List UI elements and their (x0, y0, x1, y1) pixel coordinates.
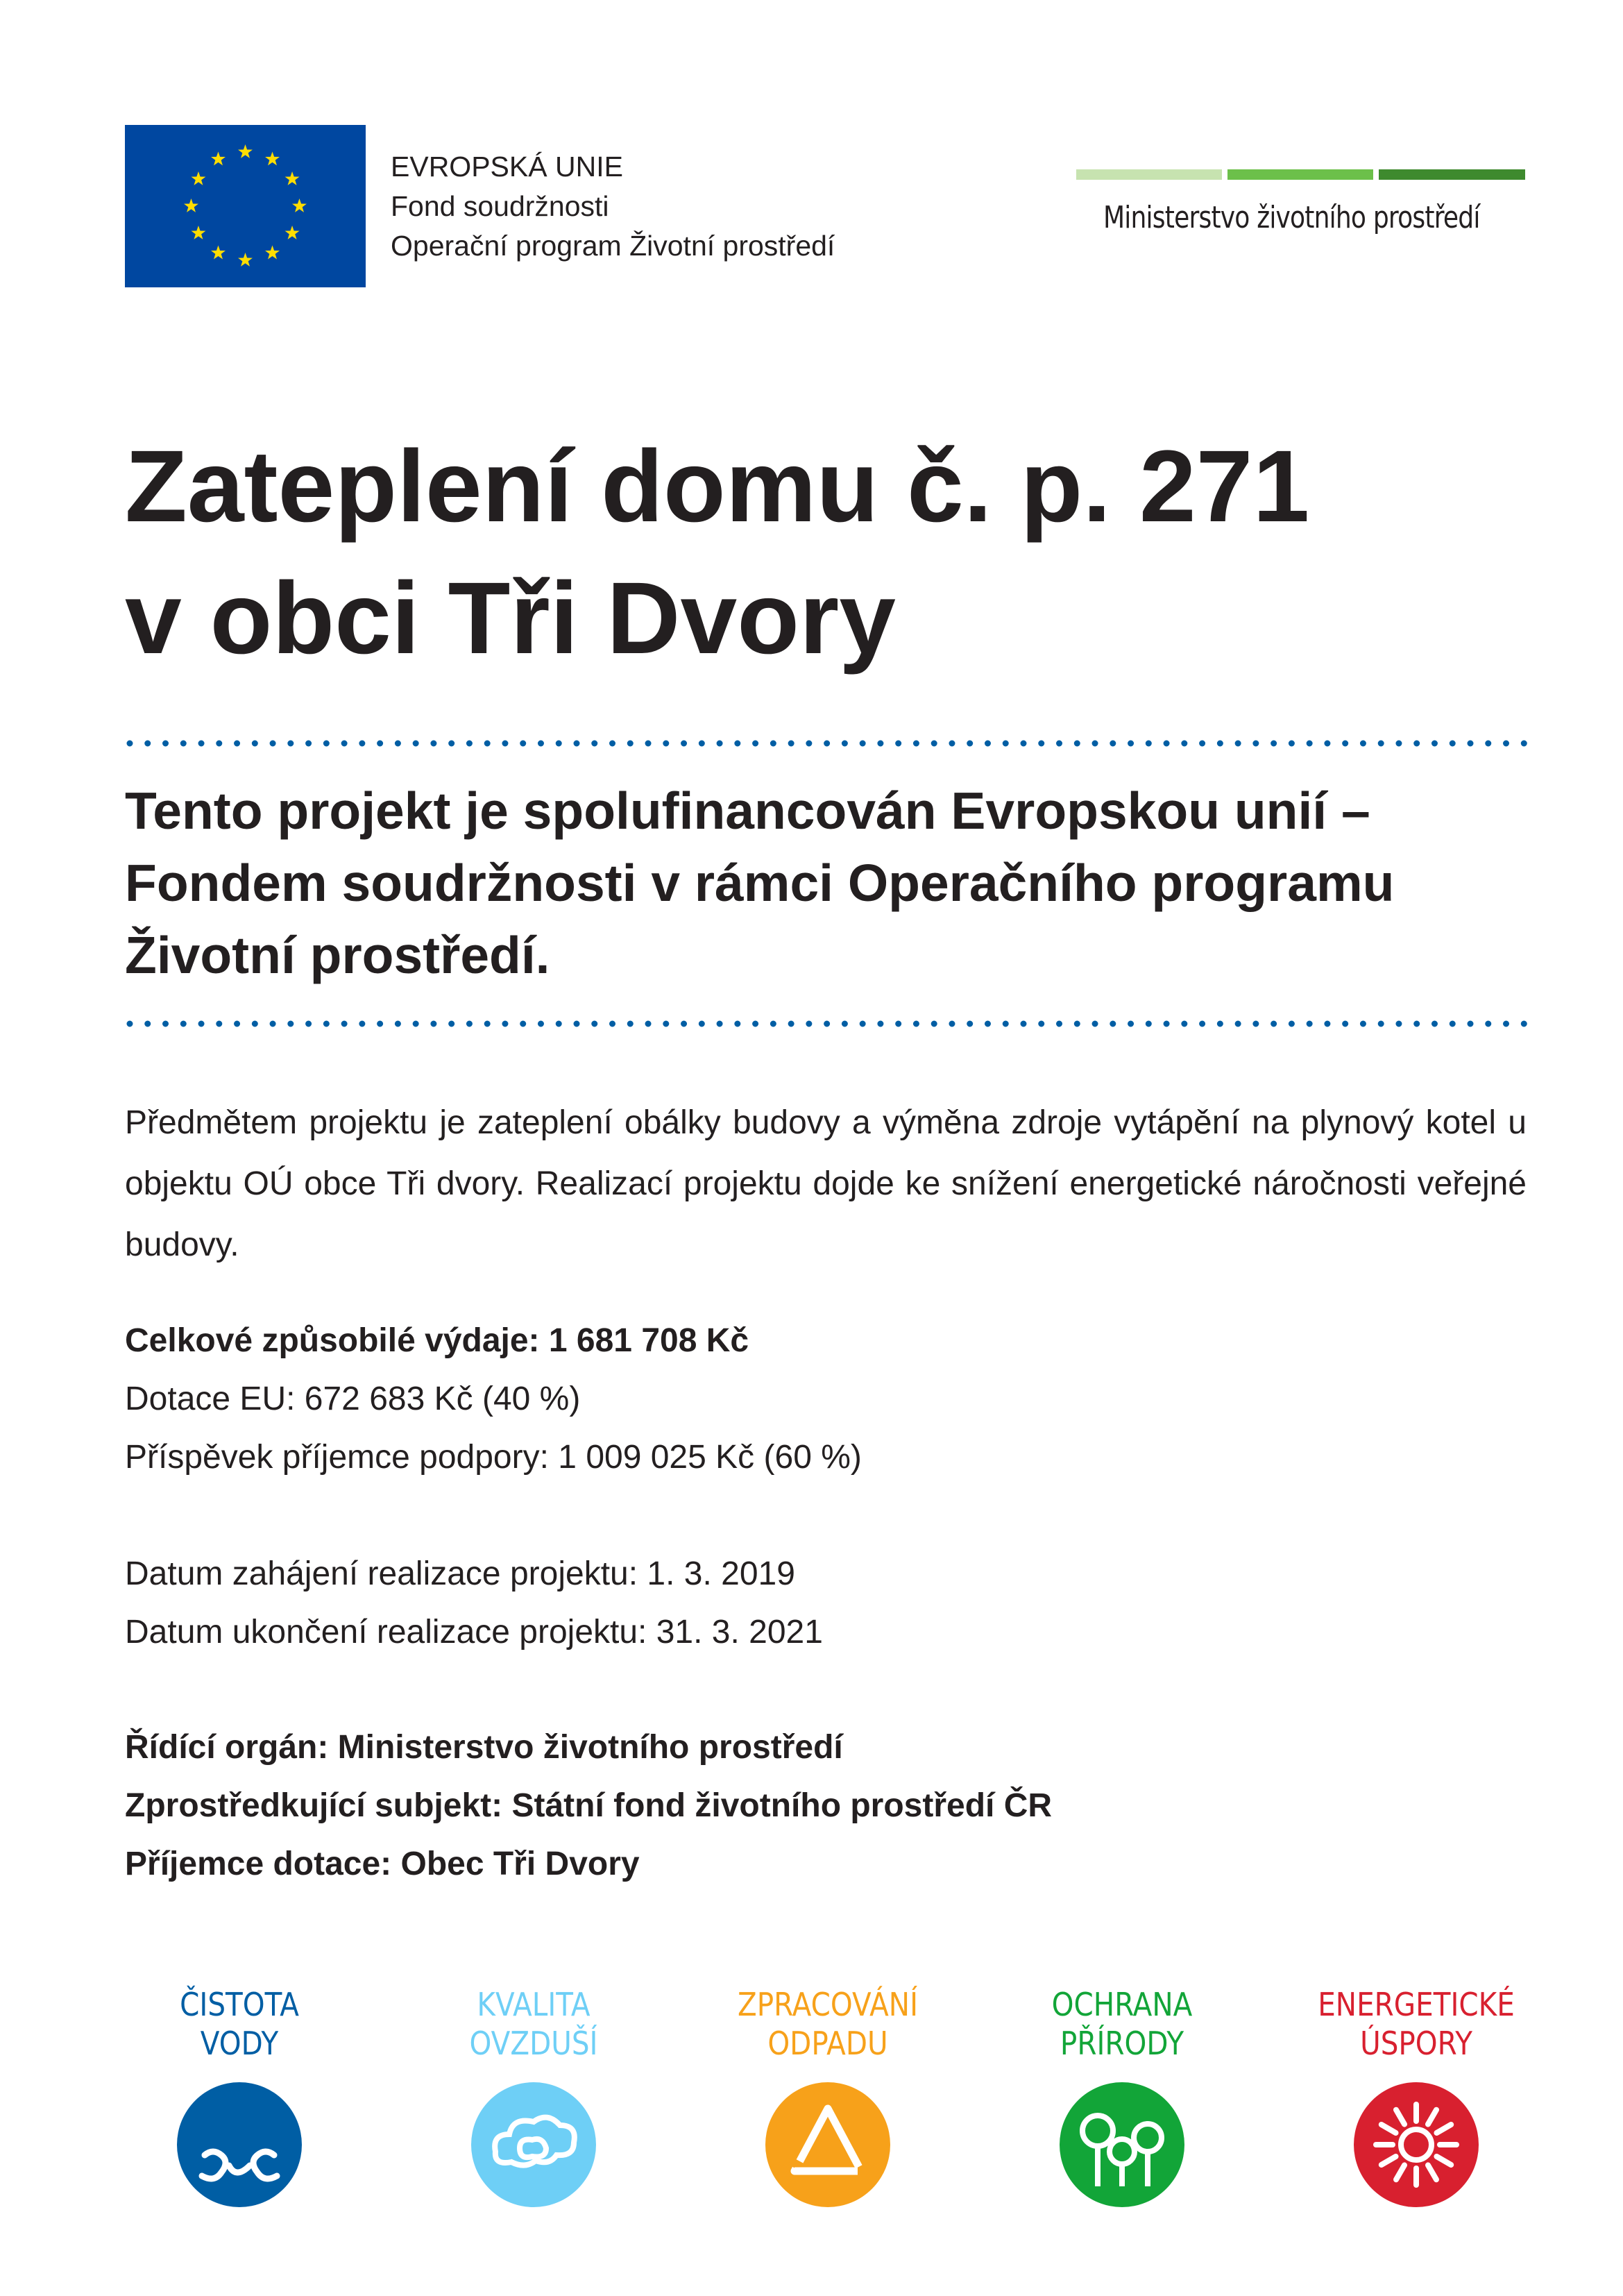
dotted-divider-top (126, 740, 1528, 747)
water-icon (177, 2082, 302, 2207)
eu-line-3: Operační program Životní prostředí (391, 230, 835, 262)
theme-air (409, 1985, 658, 2063)
theme-water-line-1: ČISTOTA (180, 1986, 299, 2023)
beneficiary-contribution: Příspěvek příjemce podpory: 1 009 025 Kč (60 %) (125, 1439, 862, 1476)
theme-water (114, 1985, 364, 2063)
intermediate-body: Zprostředkující subjekt: Státní fond životního prostředí ČR (125, 1787, 1053, 1824)
recycle-triangle-icon (765, 2082, 890, 2207)
theme-energy (1291, 1985, 1541, 2063)
page-title (125, 421, 1309, 684)
title-line-1: Zateplení domu č. p. 271 (125, 430, 1310, 543)
eu-line-2: Fond soudržnosti (391, 190, 609, 222)
theme-nature-line-2: PŘÍRODY (1060, 2025, 1184, 2062)
theme-waste-line-1: ZPRACOVÁNÍ (737, 1986, 919, 2023)
subtitle-line-2: Fondem soudržnosti v rámci Operačního programu (125, 854, 1395, 912)
ministry-bar-mid (1227, 169, 1373, 180)
theme-water-line-2: VODY (200, 2025, 279, 2062)
theme-air-line-1: KVALITA (477, 1986, 590, 2023)
managing-authority: Řídící orgán: Ministerstvo životního prostředí (125, 1729, 843, 1766)
subtitle-line-1: Tento projekt je spolufinancován Evropskou unií – (125, 782, 1370, 840)
cofinancing-statement (125, 775, 1527, 991)
dotted-divider-bottom (126, 1020, 1528, 1027)
theme-nature (997, 1985, 1247, 2063)
trees-icon (1060, 2082, 1184, 2207)
cloud-icon (471, 2082, 596, 2207)
start-date: Datum zahájení realizace projektu: 1. 3. 2019 (125, 1555, 795, 1592)
project-description: Předmětem projektu je zateplení obálky budovy a výměna zdroje vytápění na plynový kotel u objektu OÚ obce Tři dvory. Realizací projektu dojde ke snížení energetické náročnosti veřejné budovy. (125, 1104, 1527, 1263)
total-eligible-costs: Celkové způsobilé výdaje: 1 681 708 Kč (125, 1322, 749, 1359)
theme-nature-line-1: OCHRANA (1051, 1986, 1193, 2023)
end-date: Datum ukončení realizace projektu: 31. 3. 2021 (125, 1614, 823, 1651)
subtitle-line-3: Životní prostředí. (125, 926, 550, 984)
ministry-bar-light (1076, 169, 1222, 180)
eu-line-1: EVROPSKÁ UNIE (391, 151, 623, 183)
eu-flag-icon (125, 125, 366, 287)
ministry-logo-bars (1076, 169, 1525, 180)
finance-block (125, 1312, 862, 1487)
title-line-2: v obci Tři Dvory (125, 562, 896, 675)
bodies-block (125, 1719, 1052, 1893)
theme-energy-line-2: ÚSPORY (1360, 2025, 1472, 2062)
theme-energy-line-1: ENERGETICKÉ (1318, 1986, 1515, 2023)
sun-icon (1354, 2082, 1479, 2207)
theme-waste (703, 1985, 953, 2063)
ministry-bar-dark (1379, 169, 1525, 180)
theme-air-line-2: OVZDUŠÍ (469, 2025, 598, 2062)
theme-waste-line-2: ODPADU (767, 2025, 888, 2062)
ministry-name: Ministerstvo životního prostředí (1103, 200, 1480, 235)
eu-program-text (391, 147, 835, 266)
eu-subsidy: Dotace EU: 672 683 Kč (40 %) (125, 1381, 581, 1417)
recipient: Příjemce dotace: Obec Tři Dvory (125, 1846, 640, 1882)
dates-block (125, 1545, 823, 1662)
